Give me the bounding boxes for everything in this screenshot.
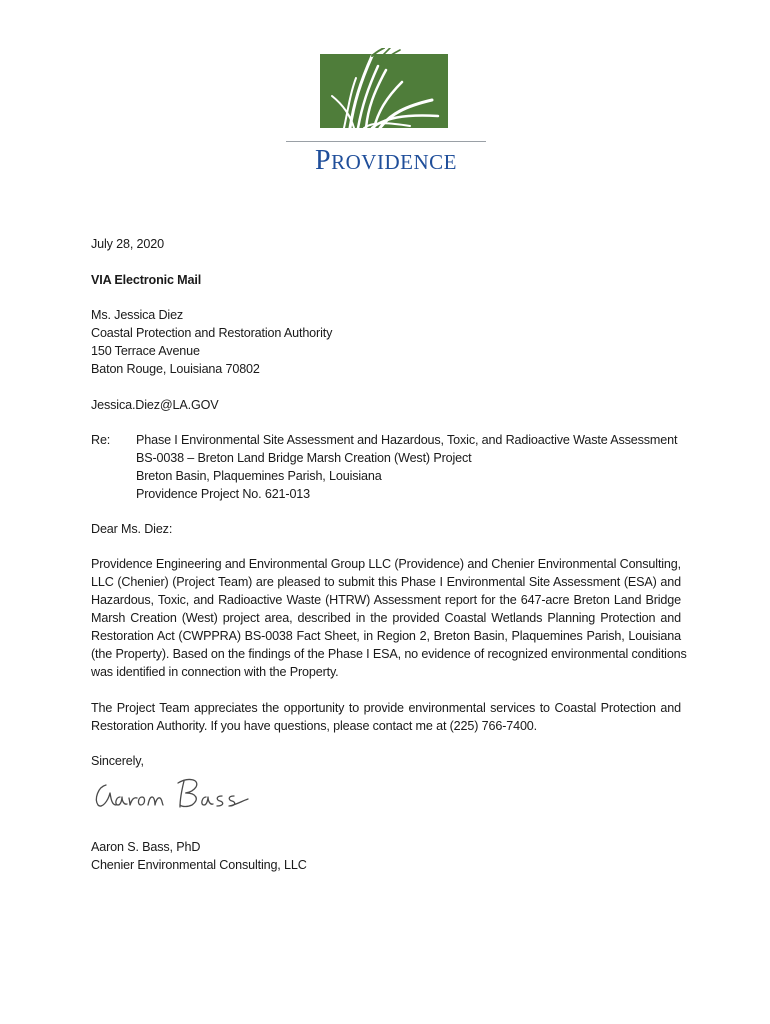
paragraph-line: Restoration Authority. If you have questions, please contact me at (225) 766-7400. — [91, 719, 538, 733]
recipient-organization: Coastal Protection and Restoration Authority — [91, 326, 333, 340]
paragraph-line: Hazardous, Toxic, and Radioactive Waste (HTRW) Assessment report for the 647-acre Breton Land Bridge — [91, 593, 681, 607]
re-label: Re: — [91, 433, 111, 447]
signer-name: Aaron S. Bass, PhD — [91, 840, 201, 854]
re-line: Providence Project No. 621-013 — [136, 487, 311, 501]
handwritten-signature — [92, 775, 257, 813]
re-line: BS-0038 – Breton Land Bridge Marsh Creation (West) Project — [136, 451, 472, 465]
recipient-city: Baton Rouge, Louisiana 70802 — [91, 362, 260, 376]
re-line: Breton Basin, Plaquemines Parish, Louisiana — [136, 469, 382, 483]
logo-initial: P — [315, 145, 332, 176]
recipient-name: Ms. Jessica Diez — [91, 308, 184, 322]
paragraph-line: Restoration Act (CWPPRA) BS-0038 Fact Sheet, in Region 2, Breton Basin, Plaquemines Parish, Louisiana — [91, 629, 681, 643]
paragraph-line: LLC (Chenier) (Project Team) are pleased to submit this Phase I Environmental Site Assessment (ESA) and — [91, 575, 681, 589]
recipient-street: 150 Terrace Avenue — [91, 344, 200, 358]
logo-rest: ROVIDENCE — [331, 150, 457, 174]
salutation: Dear Ms. Diez: — [91, 522, 173, 536]
paragraph-line: Marsh Creation (West) project area, described in the provided Coastal Wetlands Planning Protection and — [91, 611, 681, 625]
re-line: Phase I Environmental Site Assessment and Hazardous, Toxic, and Radioactive Waste Assessment — [136, 433, 678, 447]
logo-divider — [286, 141, 486, 142]
paragraph-line: The Project Team appreciates the opportunity to provide environmental services to Coastal Protection and — [91, 701, 681, 715]
paragraph-line: Providence Engineering and Environmental Group LLC (Providence) and Chenier Environmental Consulting, — [91, 557, 681, 571]
recipient-email: Jessica.Diez@LA.GOV — [91, 398, 219, 412]
company-logo — [286, 36, 486, 176]
letter-date: July 28, 2020 — [91, 237, 164, 251]
closing: Sincerely, — [91, 754, 144, 768]
body-paragraph-1 — [91, 555, 687, 681]
paragraph-line: (the Property). Based on the findings of the Phase I ESA, no evidence of recognized environmental conditions — [91, 647, 687, 661]
marsh-grass-logo-icon — [320, 48, 448, 128]
paragraph-line: was identified in connection with the Property. — [91, 665, 339, 679]
signer-company: Chenier Environmental Consulting, LLC — [91, 858, 307, 872]
body-paragraph-2 — [91, 699, 681, 735]
delivery-method: VIA Electronic Mail — [91, 273, 202, 287]
logo-wordmark — [286, 147, 486, 175]
